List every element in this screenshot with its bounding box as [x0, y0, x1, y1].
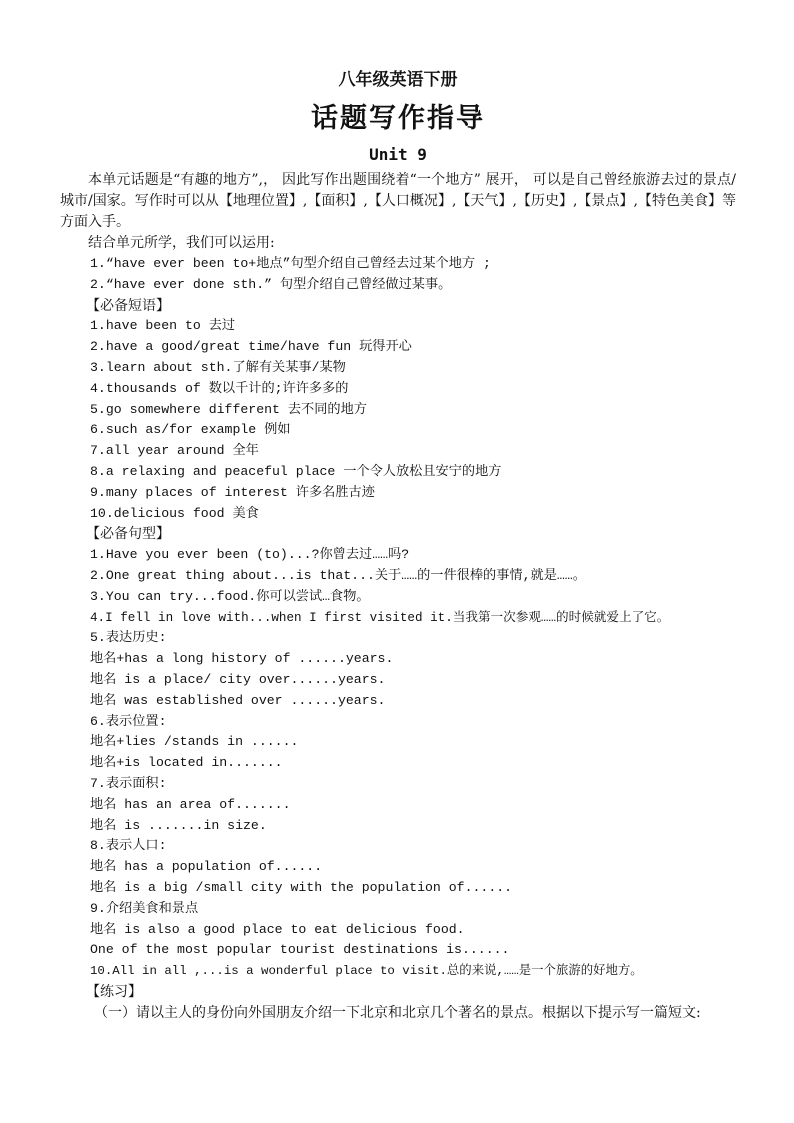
- phrase-item: 6.such as/for example 例如: [90, 422, 291, 438]
- sentence-item: 地名+lies /stands in ......: [90, 734, 299, 750]
- sentence-item: 7.表示面积:: [90, 775, 167, 791]
- intro-point-1: 1.“have ever been to+地点”句型介绍自己曾经去过某个地方 ;: [90, 256, 491, 271]
- sentence-item: 1.Have you ever been (to)...?你曾去过……吗?: [90, 547, 410, 563]
- phrase-item: 2.have a good/great time/have fun 玩得开心: [90, 339, 412, 355]
- sentence-item: 6.表示位置:: [90, 713, 167, 729]
- phrase-item: 10.delicious food 美食: [90, 505, 259, 521]
- phrase-item: 4.thousands of 数以千计的;许许多多的: [90, 380, 349, 396]
- sentence-item: 4.I fell in love with...when I first visited it.当我第一次参观……的时候就爱上了它。: [90, 610, 670, 625]
- intro-paragraph: 本单元话题是“有趣的地方”,， 因此写作出题围绕着“一个地方” 展开， 可以是自己曾经旅游去过的景点/城市/国家。写作时可以从【地理位置】,【面积】,【人口概况】,【天气】,【历史】,【景点】,【特色美食】等方面入手。: [60, 172, 736, 230]
- phrase-item: 9.many places of interest 许多名胜古迹: [90, 484, 375, 500]
- intro-lead: 结合单元所学，我们可以运用:: [88, 235, 275, 251]
- phrases-heading: 【必备短语】: [86, 297, 170, 314]
- page-title: 话题写作指导: [311, 103, 485, 134]
- grade-heading: 八年级英语下册: [338, 70, 458, 90]
- sentence-item: 地名 was established over ......years.: [90, 692, 386, 708]
- sentence-item: 地名 has a population of......: [90, 859, 323, 875]
- document-page: [60, 68, 736, 1024]
- sentence-item: 5.表达历史:: [90, 630, 167, 646]
- sentence-item: 3.You can try...food.你可以尝试…食物。: [90, 588, 370, 604]
- sentence-item: 地名 is .......in size.: [90, 817, 267, 833]
- sentence-item: 地名 is a place/ city over......years.: [90, 671, 386, 687]
- phrase-item: 5.go somewhere different 去不同的地方: [90, 401, 367, 417]
- sentence-item: 8.表示人口:: [90, 838, 167, 854]
- practice-heading: 【练习】: [86, 983, 142, 1000]
- sentence-item: 10.All in all ,...is a wonderful place to visit.总的来说,……是一个旅游的好地方。: [90, 964, 643, 979]
- sentence-item: 地名+is located in.......: [90, 755, 283, 771]
- intro-point-2: 2.“have ever done sth.” 句型介绍自己曾经做过某事。: [90, 276, 452, 292]
- phrase-item: 8.a relaxing and peaceful place 一个令人放松且安宁的地方: [90, 463, 502, 479]
- sentence-item: 9.介绍美食和景点: [90, 900, 199, 916]
- practice-task: （一）请以主人的身份向外国朋友介绍一下北京和北京几个著名的景点。根据以下提示写一篇短文:: [94, 1004, 701, 1021]
- sentence-item: One of the most popular tourist destinations is......: [90, 942, 510, 958]
- sentence-item: 地名 is also a good place to eat delicious food.: [90, 921, 465, 937]
- sentence-item: 地名+has a long history of ......years.: [90, 651, 394, 667]
- phrase-item: 7.all year around 全年: [90, 443, 259, 459]
- phrase-item: 3.learn about sth.了解有关某事/某物: [90, 359, 346, 375]
- sentence-item: 地名 is a big /small city with the population of......: [90, 879, 513, 895]
- sentence-item: 地名 has an area of.......: [90, 796, 291, 812]
- phrase-item: 1.have been to 去过: [90, 318, 236, 334]
- sentences-heading: 【必备句型】: [86, 526, 170, 543]
- sentence-item: 2.One great thing about...is that...关于……的一件很棒的事情,就是……。: [90, 567, 586, 583]
- unit-heading: Unit 9: [369, 145, 427, 164]
